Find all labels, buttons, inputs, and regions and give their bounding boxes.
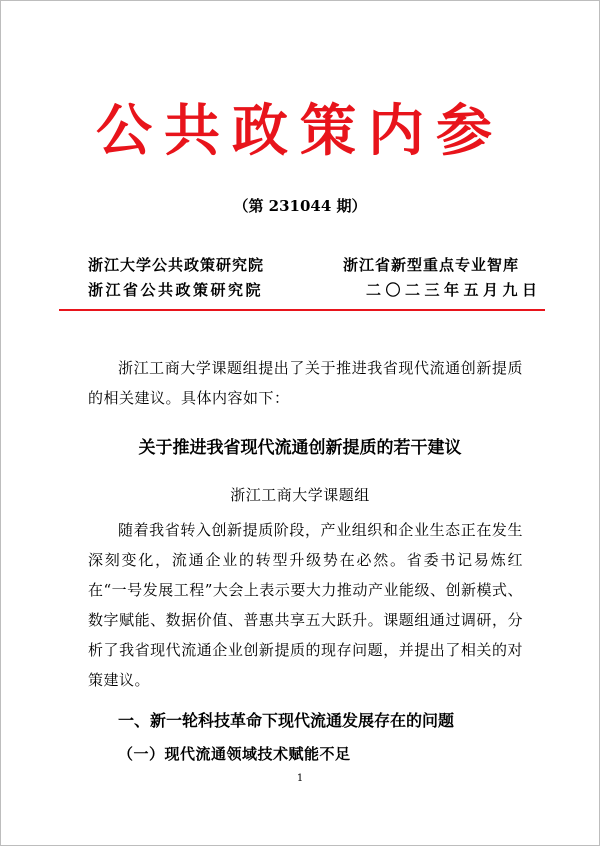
section-heading: 一、新一轮科技革命下现代流通发展存在的问题	[118, 711, 455, 730]
header-divider	[59, 309, 545, 311]
publisher-right-line1: 浙江省新型重点专业智库	[343, 256, 520, 274]
issue-number: （第 231044 期）	[233, 197, 367, 215]
page-number: 1	[296, 773, 304, 784]
masthead-title: 公共政策内参	[96, 98, 504, 164]
intro-paragraph: 浙江工商大学课题组提出了关于推进我省现代流通创新提质的相关建议。具体内容如下：	[88, 359, 523, 407]
document-title: 关于推进我省现代流通创新提质的若干建议	[138, 438, 462, 458]
publisher-left-line2: 浙江省公共政策研究院	[88, 281, 264, 299]
body-paragraph: 随着我省转入创新提质阶段，产业组织和企业生态正在发生深刻变化，流通企业的转型升级势在必然。省委书记易炼红在“一号发展工程”大会上表示要大力推动产业能级、创新模式、数字赋能、数据价值、普惠共享五大跃升。课题组通过调研，分析了我省现代流通企业创新提质的现存问题，并提出了相关的对策建议。	[88, 521, 523, 689]
subsection-heading: （一）现代流通领域技术赋能不足	[118, 745, 351, 763]
author-line: 浙江工商大学课题组	[230, 486, 370, 504]
publication-date: 二〇二三年五月九日	[366, 281, 542, 299]
publisher-left-line1: 浙江大学公共政策研究院	[88, 256, 265, 274]
